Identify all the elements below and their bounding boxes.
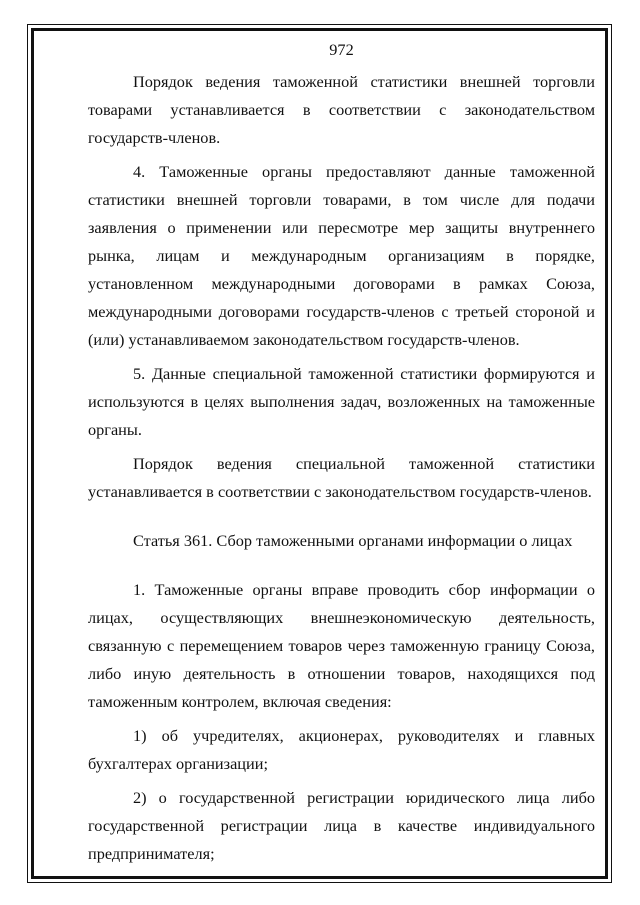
document-page bbox=[88, 36, 595, 868]
paragraph: 1. Таможенные органы вправе проводить сбор информации о лицах, осуществляющих внешнеэкономическую деятельность, связанную с перемещением товаров через таможенную границу Союза, либо иную деятельность в отношении товаров, находящихся под таможенным контролем, включая сведения: bbox=[88, 580, 595, 711]
paragraph: 5. Данные специальной таможенной статистики формируются и используются в целях выполнения задач, возложенных на таможенные органы. bbox=[88, 364, 595, 439]
paragraph: Порядок ведения таможенной статистики внешней торговли товарами устанавливается в соответствии с законодательством государств-членов. bbox=[88, 72, 595, 147]
paragraph: Порядок ведения специальной таможенной статистики устанавливается в соответствии с законодательством государств-членов. bbox=[88, 454, 595, 501]
page-number: 972 bbox=[329, 40, 354, 59]
paragraph: 2) о государственной регистрации юридического лица либо государственной регистрации лица в качестве индивидуального предпринимателя; bbox=[88, 788, 595, 863]
paragraph: 4. Таможенные органы предоставляют данные таможенной статистики внешней торговли товарами, в том числе для подачи заявления о применении или пересмотре мер защиты внутреннего рынка, лицам и международным организациям в порядке, установленном международными договорами в рамках Союза, международными договорами государств-членов с третьей стороной и (или) устанавливаемом законодательством государств-членов. bbox=[88, 162, 595, 349]
article-heading: Статья 361. Сбор таможенными органами информации о лицах bbox=[133, 531, 573, 550]
paragraph: 1) об учредителях, акционерах, руководителях и главных бухгалтерах организации; bbox=[88, 726, 595, 773]
